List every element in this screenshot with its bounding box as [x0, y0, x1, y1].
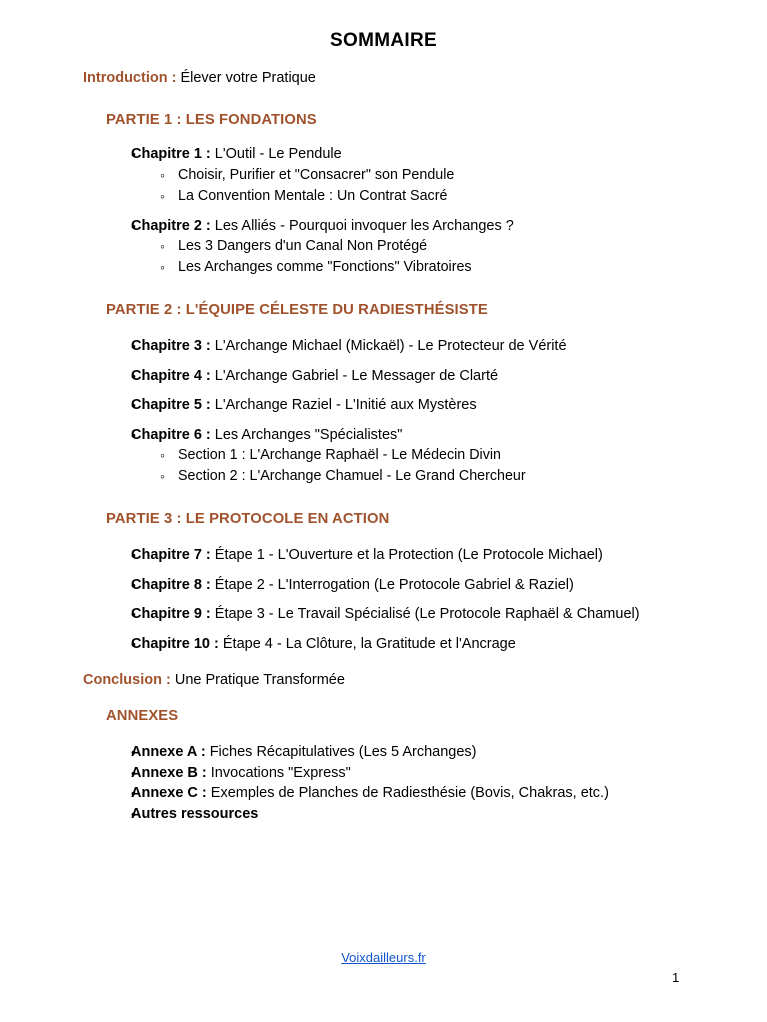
chapter-label: Chapitre 7 : — [131, 547, 211, 563]
list-item[interactable]: ◦ Section 1 : L'Archange Raphaël - Le Médecin Divin — [160, 445, 683, 466]
list-item[interactable] — [113, 742, 683, 763]
spacer — [83, 320, 683, 336]
chapter-text: Étape 3 - Le Travail Spécialisé (Le Protocole Raphaël & Chamuel) — [214, 606, 640, 622]
footer — [0, 950, 767, 965]
chapter-label: Chapitre 6 : — [131, 426, 211, 443]
list-item[interactable]: ◦ Les Archanges comme "Fonctions" Vibratoires — [160, 257, 683, 278]
list-item[interactable] — [113, 763, 683, 784]
list-item[interactable] — [113, 216, 683, 279]
page-title: SOMMAIRE — [330, 30, 437, 51]
chapter-row — [131, 395, 683, 416]
spacer — [83, 130, 683, 144]
section-list — [160, 165, 683, 207]
chapter-row — [131, 634, 683, 655]
chapter-text: L'Archange Raziel - L'Initié aux Mystères — [214, 397, 477, 413]
spacer — [83, 726, 683, 742]
annexes-heading: ANNEXES — [106, 708, 179, 724]
chapter-row — [131, 575, 683, 596]
list-item[interactable]: ◦ Les 3 Dangers d'un Canal Non Protégé — [160, 236, 683, 257]
chapter-label: Chapitre 2 : — [131, 217, 211, 234]
list-item[interactable]: ◦ Section 2 : L'Archange Chamuel - Le Grand Chercheur — [160, 466, 683, 487]
annexe-text: Fiches Récapitulatives (Les 5 Archanges) — [209, 744, 477, 760]
section-list — [160, 236, 683, 278]
section-list — [160, 445, 683, 487]
list-item[interactable] — [113, 425, 683, 488]
list-item[interactable] — [113, 144, 683, 207]
list-item[interactable] — [113, 575, 683, 596]
annexe-label: Annexe B : — [131, 764, 207, 781]
chapter-text: L'Archange Gabriel - Le Messager de Clarté — [214, 367, 499, 384]
spacer — [83, 690, 683, 706]
part-heading-1: PARTIE 1 : LES FONDATIONS — [106, 112, 317, 128]
chapter-label: Chapitre 5 : — [131, 397, 211, 413]
annexe-label: Autres ressources — [131, 805, 259, 822]
chapter-text: Les Alliés - Pourquoi invoquer les Archanges ? — [214, 217, 514, 234]
chapter-row — [131, 366, 683, 387]
part-heading-3: PARTIE 3 : LE PROTOCOLE EN ACTION — [106, 511, 390, 527]
chapter-text: Étape 1 - L'Ouverture et la Protection (Le Protocole Michael) — [214, 547, 603, 563]
annexe-row — [131, 783, 683, 804]
annexe-label: Annexe A : — [131, 744, 206, 760]
introduction-label: Introduction : — [83, 70, 177, 86]
annexe-text: Exemples de Planches de Radiesthésie (Bovis, Chakras, etc.) — [210, 785, 609, 801]
annexe-label: Annexe C : — [131, 785, 207, 801]
spacer — [83, 278, 683, 300]
list-item[interactable] — [113, 366, 683, 387]
chapter-row — [131, 545, 683, 566]
chapter-list-part-2 — [113, 336, 683, 487]
chapter-row — [131, 604, 683, 625]
chapter-text: Étape 4 - La Clôture, la Gratitude et l'Ancrage — [222, 635, 516, 652]
footer-website-link[interactable]: Voixdailleurs.fr — [341, 950, 426, 965]
chapter-text: Étape 2 - L'Interrogation (Le Protocole Gabriel & Raziel) — [214, 576, 574, 593]
chapter-label: Chapitre 4 : — [131, 367, 211, 384]
spacer — [83, 654, 683, 670]
chapter-label: Chapitre 3 : — [131, 338, 211, 354]
conclusion-line — [83, 670, 683, 690]
spacer — [83, 529, 683, 545]
chapter-row — [131, 336, 683, 357]
table-of-contents — [83, 68, 683, 824]
annexe-row — [131, 804, 683, 825]
chapter-label: Chapitre 8 : — [131, 576, 211, 593]
list-item[interactable] — [113, 804, 683, 825]
list-item[interactable] — [113, 336, 683, 357]
spacer — [83, 487, 683, 509]
chapter-row — [131, 216, 683, 237]
annexe-row — [131, 763, 683, 784]
chapter-label: Chapitre 9 : — [131, 606, 211, 622]
conclusion-text: Une Pratique Transformée — [174, 672, 345, 688]
part-heading-2: PARTIE 2 : L'ÉQUIPE CÉLESTE DU RADIESTHÉSISTE — [106, 302, 488, 318]
chapter-row — [131, 144, 683, 165]
list-item[interactable]: ◦ La Convention Mentale : Un Contrat Sacré — [160, 186, 683, 207]
list-item[interactable] — [113, 395, 683, 416]
introduction-line — [83, 68, 683, 88]
chapter-text: L'Outil - Le Pendule — [214, 146, 342, 162]
chapter-list-part-1 — [113, 144, 683, 278]
conclusion-label: Conclusion : — [83, 672, 171, 688]
introduction-text: Élever votre Pratique — [180, 70, 316, 86]
annexes-list — [113, 742, 683, 824]
chapter-label: Chapitre 1 : — [131, 146, 211, 162]
chapter-row — [131, 425, 683, 446]
annexe-row — [131, 742, 683, 763]
page-number: 1 — [672, 970, 680, 985]
chapter-text: L'Archange Michael (Mickaël) - Le Protecteur de Vérité — [214, 338, 567, 354]
annexe-text: Invocations "Express" — [210, 764, 351, 781]
chapter-list-part-3 — [113, 545, 683, 654]
spacer — [83, 88, 683, 110]
list-item[interactable]: ◦ Choisir, Purifier et "Consacrer" son Pendule — [160, 165, 683, 186]
chapter-label: Chapitre 10 : — [131, 635, 219, 652]
list-item[interactable] — [113, 545, 683, 566]
chapter-text: Les Archanges "Spécialistes" — [214, 426, 403, 443]
list-item[interactable] — [113, 783, 683, 804]
list-item[interactable] — [113, 604, 683, 625]
list-item[interactable] — [113, 634, 683, 655]
